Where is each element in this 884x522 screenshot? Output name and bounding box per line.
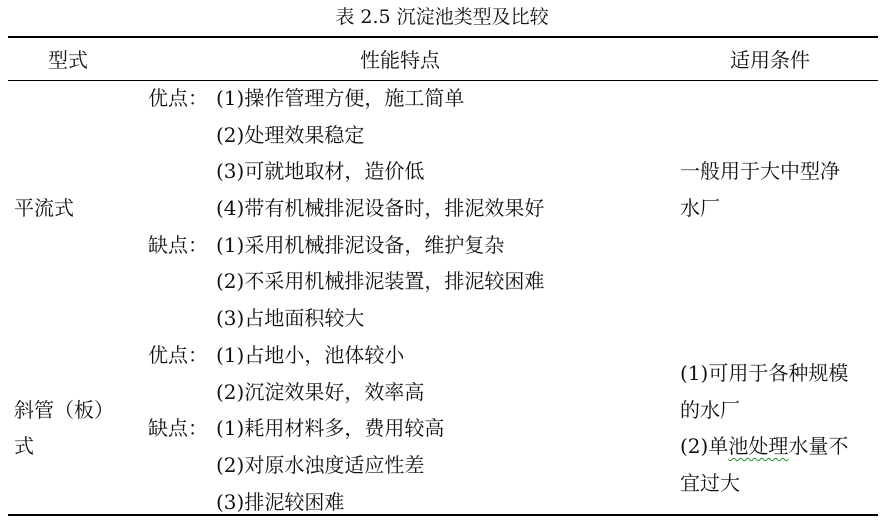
conditions-line: 宜过大: [680, 471, 740, 495]
pros-item: (1)占地小，池体较小: [216, 343, 405, 367]
header-conditions: 适用条件: [730, 48, 810, 72]
conditions-line: [680, 432, 848, 460]
table-top-rule: [8, 36, 878, 38]
table-caption: 表 2.5 沉淀池类型及比较: [335, 6, 549, 28]
header-type: 型式: [48, 48, 88, 72]
pros-label: 优点：: [148, 343, 208, 367]
conditions-line: 的水厂: [680, 398, 740, 422]
cons-item: (3)占地面积较大: [216, 306, 365, 330]
row-type: 式: [14, 434, 34, 458]
spellcheck-underlined-text: 池处理: [728, 434, 789, 458]
header-features: 性能特点: [360, 48, 440, 72]
pros-item: (2)处理效果稳定: [216, 123, 365, 147]
conditions-line: (1)可用于各种规模: [680, 361, 849, 385]
conditions-line: 水厂: [680, 196, 720, 220]
pros-item: (2)沉淀效果好，效率高: [216, 380, 425, 404]
row-type: 平流式: [14, 196, 74, 220]
conditions-text: 水量不: [788, 434, 849, 458]
table-header-rule: [8, 80, 878, 81]
cons-label: 缺点：: [148, 233, 208, 257]
conditions-line: 一般用于大中型净: [680, 159, 840, 183]
cons-item: (2)不采用机械排泥装置，排泥较困难: [216, 269, 545, 293]
cons-item: (3)排泥较困难: [216, 490, 345, 514]
cons-label: 缺点：: [148, 416, 208, 440]
pros-item: (1)操作管理方便，施工简单: [216, 86, 465, 110]
pros-item: (3)可就地取材，造价低: [216, 159, 425, 183]
cons-item: (1)耗用材料多，费用较高: [216, 416, 445, 440]
cons-item: (1)采用机械排泥设备，维护复杂: [216, 233, 505, 257]
table-bottom-rule: [8, 514, 878, 516]
pros-label: 优点：: [148, 86, 208, 110]
row-type: 斜管（板）: [14, 398, 114, 422]
pros-item: (4)带有机械排泥设备时，排泥效果好: [216, 196, 545, 220]
conditions-text: (2)单: [680, 434, 729, 458]
cons-item: (2)对原水浊度适应性差: [216, 453, 425, 477]
